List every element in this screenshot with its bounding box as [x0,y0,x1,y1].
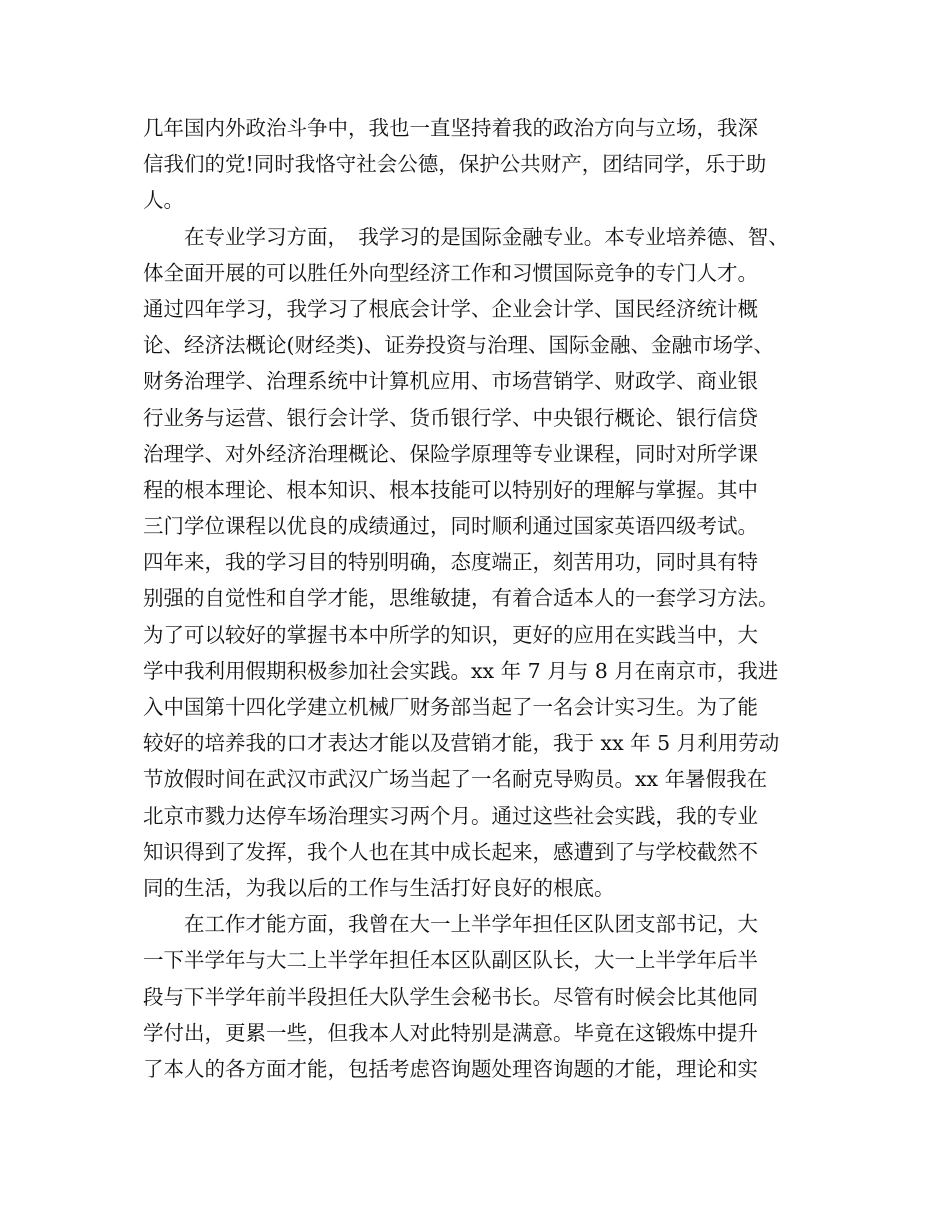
text-line-15: 为了可以较好的掌握书本中所学的知识，更好的应用在实践当中，大 [143,622,758,647]
text-line-3: 人。 [143,188,184,213]
text-line-10: 治理学、对外经济治理概论、保险学原理等专业课程，同时对所学课 [143,441,758,466]
text-line-7: 论、经济法概论(财经类)、证券投资与治理、国际金融、金融市场学、 [143,333,774,358]
text-line-21: 知识得到了发挥，我个人也在其中成长起来，感遭到了与学校截然不 [143,839,758,864]
text-line-23: 在工作才能方面，我曾在大一上半学年担任区队团支部书记，大 [143,912,758,937]
text-line-18: 较好的培养我的口才表达才能以及营销才能，我于 xx 年 5 月利用劳动 [143,731,780,756]
text-line-19: 节放假时间在武汉市武汉广场当起了一名耐克导购员。xx 年暑假我在 [143,767,768,792]
text-line-4: 在专业学习方面， 我学习的是国际金融专业。本专业培养德、智、 [143,224,789,249]
text-line-14: 别强的自觉性和自学才能，思维敏捷，有着合适本人的一套学习方法。 [143,586,779,611]
text-line-2: 信我们的党!同时我恪守社会公德，保护公共财产，团结同学，乐于助 [143,152,767,177]
text-line-13: 四年来，我的学习目的特别明确，态度端正，刻苦用功，同时具有特 [143,550,758,575]
text-line-9: 行业务与运营、银行会计学、货币银行学、中央银行概论、银行信贷 [143,405,758,430]
text-line-17: 入中国第十四化学建立机械厂财务部当起了一名会计实习生。为了能 [143,695,758,719]
text-line-27: 了本人的各方面才能，包括考虑咨询题处理咨询题的才能，理论和实 [143,1056,758,1081]
text-line-8: 财务治理学、治理系统中计算机应用、市场营销学、财政学、商业银 [143,369,758,394]
text-line-6: 通过四年学习，我学习了根底会计学、企业会计学、国民经济统计概 [143,296,758,321]
text-line-11: 程的根本理论、根本知识、根本技能可以特别好的理解与掌握。其中 [143,477,758,502]
text-line-1: 几年国内外政治斗争中，我也一直坚持着我的政治方向与立场，我深 [143,116,758,140]
text-line-26: 学付出，更累一些，但我本人对此特别是满意。毕竟在这锻炼中提升 [143,1020,758,1045]
text-line-25: 段与下半学年前半段担任大队学生会秘书长。尽管有时候会比其他同 [143,984,758,1009]
text-line-20: 北京市戮力达停车场治理实习两个月。通过这些社会实践，我的专业 [143,803,758,828]
body-text [143,110,833,1087]
text-line-12: 三门学位课程以优良的成绩通过，同时顺利通过国家英语四级考试。 [143,514,758,539]
text-line-22: 同的生活，为我以后的工作与生活打好良好的根底。 [143,875,615,900]
text-line-5: 体全面开展的可以胜任外向型经济工作和习惯国际竞争的专门人才。 [143,260,758,285]
text-line-16: 学中我利用假期积极参加社会实践。xx 年 7 月与 8 月在南京市，我进 [143,658,779,683]
text-line-24: 一下半学年与大二上半学年担任本区队副区队长，大一上半学年后半 [143,948,758,973]
